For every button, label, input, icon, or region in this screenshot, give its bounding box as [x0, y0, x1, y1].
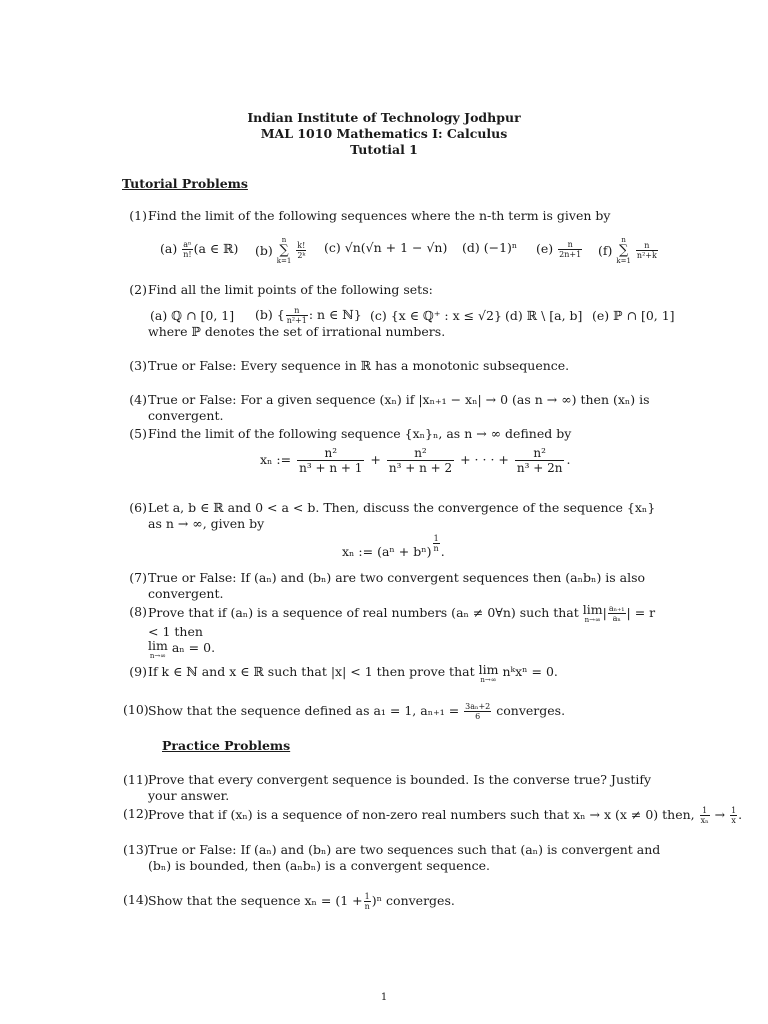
denominator: n [433, 544, 439, 553]
denominator: n³ + n + 1 [299, 461, 363, 475]
limit-operator [583, 604, 603, 624]
option-e [536, 240, 583, 259]
problem-text [148, 604, 663, 660]
problem-number: (12) [123, 806, 149, 821]
abs-bar: | [626, 605, 631, 620]
course-title: MAL 1010 Mathematics I: Calculus [260, 126, 508, 141]
set-d: (d) ℝ \ [a, b] [505, 308, 583, 323]
lim-subscript: n→∞ [584, 616, 601, 624]
problem-14 [123, 892, 663, 914]
problem-text [148, 892, 663, 911]
problem-text-part: aₙ = 0. [171, 640, 216, 655]
problem-text: Find all the limit points of the following sets: [148, 282, 433, 297]
problem-number: (8) [129, 604, 147, 619]
option-b [255, 236, 307, 265]
numerator: 1 [364, 892, 370, 901]
institute-name: Indian Institute of Technology Jodhpur [247, 110, 521, 125]
section-heading-practice: Practice Problems [162, 738, 291, 753]
problem-5 [123, 426, 663, 446]
numerator: n² [515, 446, 565, 461]
problem-text [148, 806, 743, 825]
numerator: 3aₙ+2 [465, 702, 491, 711]
problem-number: (4) [129, 392, 147, 407]
fraction [296, 241, 306, 260]
problem-text: True or False: If (aₙ) and (bₙ) are two sequences such that (aₙ) is convergent and (bₙ) is bounded, then (aₙbₙ) is a convergent sequence. [148, 842, 661, 873]
period: . [440, 544, 445, 560]
problem-number: (13) [123, 842, 149, 857]
arrow: → [714, 807, 726, 822]
numerator: n [558, 240, 582, 250]
lim-word: lim [148, 638, 168, 653]
option-label: (c) [324, 240, 341, 255]
problem-text: Find the limit of the following sequences where the n-th term is given by [148, 208, 611, 223]
problem-4 [123, 392, 663, 423]
set-tail: : n ∈ ℕ} [308, 307, 362, 322]
denominator: n! [183, 250, 192, 259]
recurrence-fraction [464, 702, 491, 721]
equation-lhs: xₙ := [260, 452, 292, 467]
problem-number: (9) [129, 664, 147, 679]
problem-text: Find the limit of the following sequence {xₙ}ₙ, as n → ∞ defined by [148, 426, 572, 441]
denominator: n²+k [636, 251, 657, 260]
problem-number: (6) [129, 500, 147, 515]
problem-5-equation [260, 446, 570, 475]
numerator: aₙ₊₁ [608, 604, 625, 613]
problem-number: (5) [129, 426, 147, 441]
summation-symbol: n ∑ k=1 [616, 236, 631, 265]
option-label: (b) [255, 243, 273, 258]
option-expression: √n(√n + 1 − √n) [344, 240, 448, 255]
denominator: xₙ [700, 816, 709, 825]
problem-text-part: Prove that if (xₙ) is a sequence of non-zero real numbers such that xₙ → x (x ≠ 0) then, [148, 807, 695, 822]
problem-text-part: nᵏxⁿ = 0. [502, 664, 558, 679]
problem-text-part: If k ∈ ℕ and x ∈ ℝ such that |x| < 1 then prove that [148, 664, 475, 679]
tutorial-title: Tutotial 1 [350, 142, 418, 157]
exponent-fraction [433, 534, 440, 553]
problem-number: (14) [123, 892, 149, 907]
problem-text: True or False: Every sequence in ℝ has a monotonic subsequence. [148, 358, 570, 373]
document-header [0, 110, 768, 158]
fraction-term-1 [297, 446, 364, 475]
page-number: 1 [380, 992, 388, 1003]
problem-7 [123, 570, 663, 601]
problem-text: Let a, b ∈ ℝ and 0 < a < b. Then, discuss the convergence of the sequence {xₙ} as n → ∞, given by [148, 500, 656, 531]
problem-2 [123, 282, 663, 302]
problem-text: True or False: If (aₙ) and (bₙ) are two convergent sequences then (aₙbₙ) is also convergent. [148, 570, 646, 601]
numerator: 1 [700, 806, 710, 816]
fraction [364, 892, 371, 911]
lim-subscript: n→∞ [480, 676, 497, 684]
sum-lower: k=1 [616, 257, 631, 265]
option-a [160, 240, 238, 259]
numerator: n [636, 241, 658, 251]
problem-3 [123, 358, 663, 378]
denominator: n²+1 [286, 316, 307, 325]
denominator: 2ᵏ [297, 251, 306, 260]
denominator: x [731, 816, 736, 825]
fraction-term-2 [387, 446, 454, 475]
period: . [566, 452, 571, 467]
problem-12 [123, 806, 743, 828]
numerator: n² [297, 446, 364, 461]
problem-6 [123, 500, 663, 534]
ellipsis: + · · · + [460, 452, 509, 467]
abs-bar: | [602, 605, 607, 620]
problem-8 [123, 602, 663, 660]
sum-upper: n [281, 236, 287, 244]
set-e: (e) ℙ ∩ [0, 1] [592, 308, 675, 323]
problem-number: (2) [129, 282, 147, 297]
problem-6-equation [342, 534, 445, 559]
problem-text-part: Prove that if (aₙ) is a sequence of real numbers (aₙ ≠ 0∀n) such that [148, 605, 579, 620]
lim-word: lim [582, 602, 603, 617]
fraction [636, 241, 658, 260]
numerator: aⁿ [183, 240, 192, 249]
problem-13 [123, 842, 663, 876]
option-label: (d) [462, 240, 480, 255]
problem-text-part: )ⁿ converges. [371, 893, 455, 908]
numerator: 1 [731, 806, 737, 815]
problem-number: (11) [123, 772, 149, 787]
fraction [286, 306, 308, 325]
problem-1-options [160, 236, 670, 268]
fraction-term-3 [515, 446, 565, 475]
problem-text [148, 702, 663, 721]
problem-number: (1) [129, 208, 147, 223]
problem-text [148, 664, 663, 684]
option-d [462, 240, 517, 255]
set-a: (a) ℚ ∩ [0, 1] [150, 308, 235, 323]
problem-number: (10) [123, 702, 149, 717]
reciprocal-fraction [700, 806, 710, 825]
set-b [255, 306, 362, 325]
denominator: 2n+1 [559, 250, 582, 259]
lim-word: lim [478, 662, 499, 677]
ratio-fraction [608, 604, 626, 623]
problem-text-part: Show that the sequence defined as a₁ = 1, aₙ₊₁ = [148, 703, 460, 718]
option-label: (e) [536, 241, 554, 256]
denominator: n [364, 902, 370, 911]
numerator: 1 [433, 534, 439, 543]
plus-sign: + [370, 452, 381, 467]
fraction [558, 240, 582, 259]
option-tail: (a ∈ ℝ) [193, 241, 239, 256]
sum-lower: k=1 [276, 257, 292, 265]
option-label: (f) [598, 243, 613, 258]
lim-subscript: n→∞ [149, 652, 167, 660]
problem-1 [123, 208, 663, 228]
fraction [182, 240, 192, 259]
denominator: n³ + n + 2 [388, 461, 453, 475]
problem-10 [123, 702, 663, 724]
problem-text-part: Show that the sequence xₙ = (1 + [148, 893, 363, 908]
problem-11 [123, 772, 663, 803]
set-label: (b) { [255, 307, 285, 322]
option-label: (a) [160, 241, 178, 256]
denominator: aₙ [612, 614, 621, 623]
reciprocal-fraction [730, 806, 737, 825]
option-f [598, 236, 659, 265]
set-c: (c) {x ∈ ℚ⁺ : x ≤ √2} [370, 308, 502, 323]
numerator: n [286, 306, 308, 316]
problem-text-part: = r < 1 then [148, 605, 656, 639]
denominator: n³ + 2n [516, 461, 563, 475]
problem-2-note: where ℙ denotes the set of irrational numbers. [148, 324, 446, 339]
option-c [324, 240, 447, 255]
section-heading-tutorial: Tutorial Problems [122, 176, 248, 191]
equation-expression: xₙ := (aⁿ + bⁿ) [342, 544, 432, 560]
problem-text: Prove that every convergent sequence is bounded. Is the converse true? Justify your answer. [148, 772, 652, 803]
limit-operator [148, 640, 168, 660]
option-expression: (−1)ⁿ [483, 240, 518, 255]
problem-number: (7) [129, 570, 147, 585]
limit-operator [479, 664, 499, 684]
problem-text-part: converges. [496, 703, 566, 718]
problem-9 [123, 664, 663, 686]
numerator: k! [297, 241, 306, 250]
numerator: n² [387, 446, 454, 461]
problem-number: (3) [129, 358, 147, 373]
denominator: 6 [475, 712, 481, 721]
problem-text: True or False: For a given sequence (xₙ) if |xₙ₊₁ − xₙ| → 0 (as n → ∞) then (xₙ) is convergent. [148, 392, 650, 423]
summation-symbol: n ∑ k=1 [276, 236, 292, 265]
period: . [738, 807, 743, 822]
sum-upper: n [621, 236, 626, 244]
